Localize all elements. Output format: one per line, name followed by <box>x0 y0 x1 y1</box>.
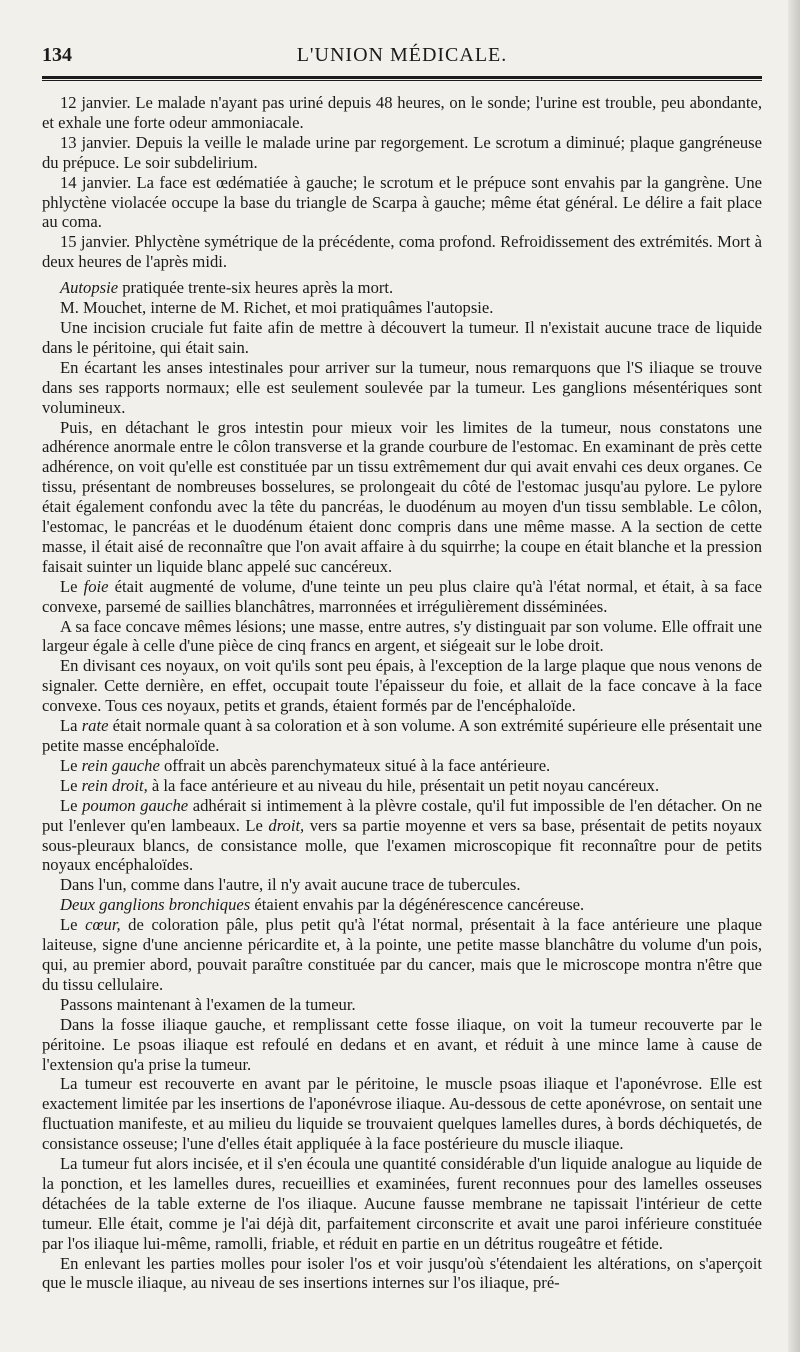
paragraph <box>42 716 762 756</box>
italic-term: Autopsie <box>60 278 119 298</box>
paragraph-text: Passons maintenant à l'examen de la tumeur. <box>60 994 356 1014</box>
paragraph-text: 14 janvier. La face est œdématiée à gauche; le scrotum et le prépuce sont envahis par la gangrène. Une phlyctène violacée occupe la base du triangle de Scarpa à gauche; même état général. Le délire a fait place au coma. <box>42 172 762 232</box>
article-body <box>42 93 762 1293</box>
paragraph-text: En divisant ces noyaux, on voit qu'ils sont peu épais, à l'exception de la large plaque que nous venons de signaler. Cette dernière, en effet, occupait toute l'épaisseur du foie, et allait de la face concave à la face convexe. Tous ces noyaux, petits et grands, étaient formés par de l'encéphaloïde. <box>42 656 762 716</box>
paragraph-text: En enlevant les parties molles pour isoler l'os et voir jusqu'où s'étendaient les altérations, on s'aperçoit que le muscle iliaque, au niveau de ses insertions internes sur l'os iliaque, pré- <box>42 1253 762 1293</box>
header-rule <box>42 76 762 81</box>
paragraph-text: de coloration pâle, plus petit qu'à l'état normal, présentait à la face antérieure une plaque laiteuse, signe d'une ancienne péricardite et, à la pointe, une petite masse blanchâtre du volume d'un pois, qui, au premier abord, pouvait paraître constituée par du cancer, mais que le microscope montra n'être que du tissu cellulaire. <box>42 915 762 994</box>
paragraph <box>42 756 762 776</box>
paragraph <box>42 133 762 173</box>
paragraph-text: pratiquée trente-six heures après la mort. <box>118 278 394 298</box>
paragraph <box>42 232 762 272</box>
paragraph <box>42 656 762 716</box>
italic-term: foie <box>83 576 109 596</box>
paragraph <box>42 358 762 418</box>
paragraph <box>42 995 762 1015</box>
paragraph-text: A sa face concave mêmes lésions; une masse, entre autres, s'y distinguait par son volume. Elle offrait une largeur égale à celle d'une pièce de cinq francs en argent, et siégeait sur le lobe droit. <box>42 616 762 656</box>
paragraph-text: à la face antérieure et au niveau du hile, présentait un petit noyau cancéreux. <box>147 775 660 795</box>
paragraph <box>42 173 762 233</box>
paragraph <box>42 915 762 995</box>
paragraph-text: 13 janvier. Depuis la veille le malade urine par regorgement. Le scrotum a diminué; plaque gangréneuse du prépuce. Le soir subdelirium. <box>42 132 762 172</box>
paragraph-text: M. Mouchet, interne de M. Richet, et moi pratiquâmes l'autopsie. <box>60 298 494 318</box>
italic-term: rein gauche <box>81 755 160 775</box>
page-number: 134 <box>42 44 72 66</box>
paragraph-text: Dans la fosse iliaque gauche, et remplissant cette fosse iliaque, on voit la tumeur recouverte par le péritoine. Le psoas iliaque est refoulé en dedans et en avant, et réduit à une mince lame à cause de l'extension qu'a prise la tumeur. <box>42 1014 762 1074</box>
paragraph <box>42 1154 762 1254</box>
paragraph-text: offrait un abcès parenchymateux situé à la face antérieure. <box>159 755 551 775</box>
paragraph <box>42 418 762 577</box>
paragraph-text: Le <box>60 755 82 775</box>
paragraph-text: La tumeur fut alors incisée, et il s'en écoula une quantité considérable d'un liquide analogue au liquide de la ponction, et les lamelles dures, recueillies et examinées, furent reconnues pour des lamelles osseuses détachées de la table externe de l'os iliaque. Aucune fausse membrane ne tapissait l'intérieur de cette tumeur. Elle était, comme je l'ai déjà dit, parfaitement circonscrite et avait une paroi inférieure constituée par l'os iliaque lui-même, ramolli, friable, et réduit en partie en un détritus rougeâtre et fétide. <box>42 1154 762 1253</box>
paragraph-text: La tumeur est recouverte en avant par le péritoine, le muscle psoas iliaque et l'aponévrose. Elle est exactement limitée par les insertions de l'aponévrose iliaque. Au-dessous de cette aponévrose, on sentait une fluctuation manifeste, et au milieu du liquide se trouvaient quelques lamelles dures, à bords déchiquetés, de consistance osseuse; l'une d'elles était appliquée à la face postérieure du muscle iliaque. <box>42 1074 762 1154</box>
page-edge-shadow <box>788 0 800 1352</box>
paragraph-text: Le <box>60 915 86 935</box>
paragraph-text: Le <box>60 795 83 815</box>
paragraph <box>42 1015 762 1075</box>
italic-term: cœur, <box>85 915 121 935</box>
italic-term: poumon gauche <box>82 795 189 815</box>
paragraph <box>42 617 762 657</box>
paragraph-text: Le <box>60 576 84 596</box>
italic-term: droit, <box>268 815 305 835</box>
paragraph-text: étaient envahis par la dégénérescence cancéreuse. <box>250 895 585 915</box>
paragraph-text: était normale quant à sa coloration et à son volume. A son extrémité supérieure elle présentait une petite masse encéphaloïde. <box>42 716 762 755</box>
paragraph <box>42 1254 762 1294</box>
paragraph <box>42 298 762 318</box>
paragraph-text: La <box>60 716 82 736</box>
paragraph-text: vers sa partie moyenne et vers sa base, présentait de petits noyaux sous-pleuraux blancs, de consistance molle, que l'examen microscopique fit reconnaître pour de petits noyaux encéphaloïdes. <box>42 815 763 875</box>
paragraph <box>42 93 762 133</box>
paragraph <box>42 875 762 895</box>
paragraph-text: Une incision cruciale fut faite afin de mettre à découvert la tumeur. Il n'existait aucune trace de liquide dans le péritoine, qui était sain. <box>42 317 762 357</box>
paragraph-text: En écartant les anses intestinales pour arriver sur la tumeur, nous remarquons que l'S iliaque se trouve dans ses rapports normaux; elle est seulement soulevée par la tumeur. Les ganglions mésentériques sont volumineux. <box>42 357 762 417</box>
paragraph-text: Dans l'un, comme dans l'autre, il n'y avait aucune trace de tubercules. <box>60 875 521 895</box>
paragraph <box>42 895 762 915</box>
paragraph <box>42 776 762 796</box>
page-header <box>42 42 762 76</box>
italic-term: Deux ganglions bronchiques <box>60 895 251 915</box>
paragraph <box>42 796 762 876</box>
italic-term: rate <box>81 716 109 736</box>
paragraph-text: était augmenté de volume, d'une teinte un peu plus claire qu'à l'état normal, et était, à sa face convexe, parsemé de saillies blanchâtres, marronnées et irrégulièrement disséminées. <box>42 576 762 616</box>
italic-term: rein droit, <box>81 775 148 795</box>
paragraph <box>42 318 762 358</box>
paragraph-text: adhérait si intimement à la plèvre costale, qu'il fut impossible de l'en détacher. On ne put l'enlever qu'en lambeaux. Le <box>42 795 762 835</box>
paragraph-text: 15 janvier. Phlyctène symétrique de la précédente, coma profond. Refroidissement des extrémités. Mort à deux heures de l'après midi. <box>42 232 762 272</box>
paragraph <box>42 278 762 298</box>
journal-title: L'UNION MÉDICALE. <box>296 44 508 66</box>
paragraph <box>42 1074 762 1154</box>
paragraph-text: 12 janvier. Le malade n'ayant pas uriné depuis 48 heures, on le sonde; l'urine est trouble, peu abondante, et exhale une forte odeur ammoniacale. <box>42 93 762 132</box>
paragraph <box>42 577 762 617</box>
paragraph-text: Le <box>60 775 82 795</box>
paragraph-text: Puis, en détachant le gros intestin pour mieux voir les limites de la tumeur, nous constatons une adhérence anormale entre le côlon transverse et la grande courbure de l'estomac. En examinant de près cette adhérence, on voit qu'elle est constituée par un tissu extrêmement dur qui avait envahi ces deux organes. Ce tissu, présentant de nombreuses bosselures, se prolongeait du côté de l'estomac jusqu'au pylore. Le pylore était également confondu avec la tête du pancréas, le duodénum au moyen d'un tissu semblable. Le côlon, l'estomac, le pancréas et le duodénum étaient donc compris dans une même masse. A la section de cette masse, il était aisé de reconnaître que l'on avait affaire à du squirrhe; la coupe en était blanche et la pression faisait suinter un liquide blanc appelé suc cancéreux. <box>42 417 762 576</box>
